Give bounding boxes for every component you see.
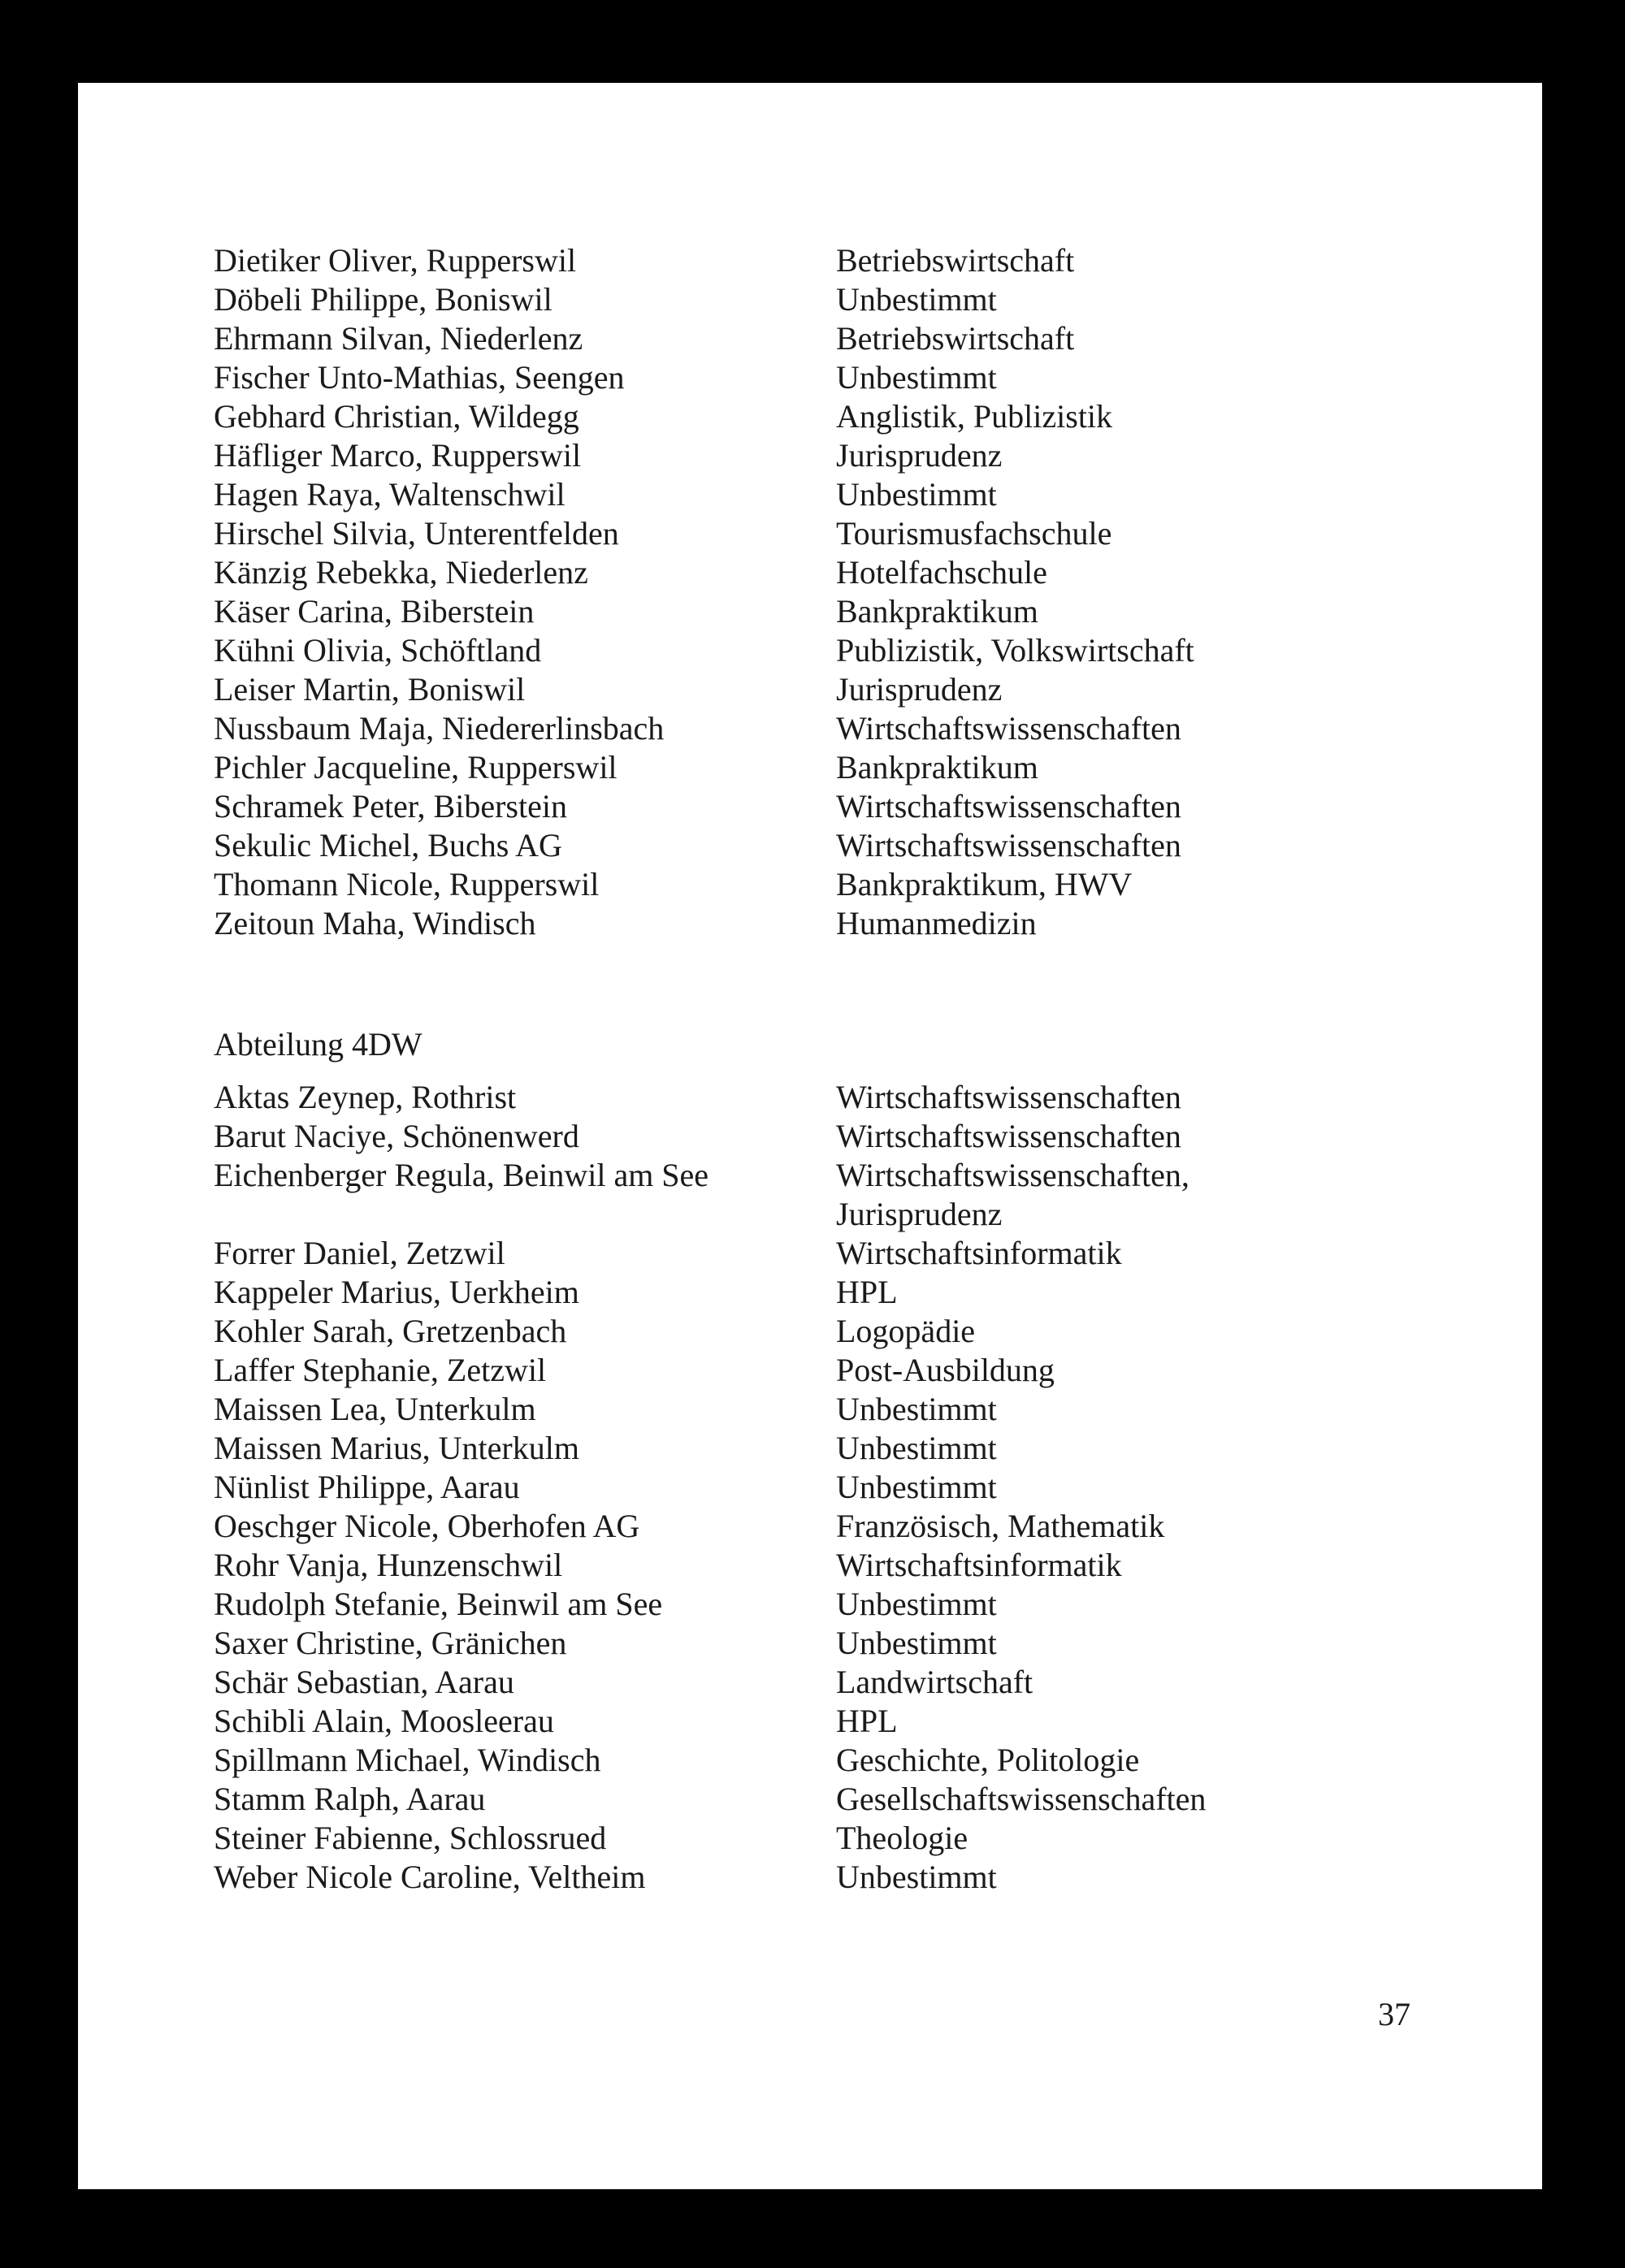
- student-row: [214, 475, 1367, 514]
- student-row: [214, 514, 1367, 553]
- student-subject: Tourismusfachschule: [836, 515, 1112, 552]
- student-row: [214, 1273, 1367, 1312]
- student-name: Rudolph Stefanie, Beinwil am See: [214, 1586, 663, 1622]
- student-name: Stamm Ralph, Aarau: [214, 1781, 486, 1817]
- student-subject: Wirtschaftswissenschaften: [836, 788, 1181, 825]
- student-name: Saxer Christine, Gränichen: [214, 1625, 567, 1661]
- student-subject: Geschichte, Politologie: [836, 1742, 1140, 1778]
- student-subject: Landwirtschaft: [836, 1664, 1034, 1700]
- student-name: Nussbaum Maja, Niedererlinsbach: [214, 710, 665, 747]
- student-row: [214, 1624, 1367, 1663]
- student-subject: Unbestimmt: [836, 476, 997, 513]
- student-row: [214, 1078, 1367, 1117]
- student-name: Leiser Martin, Boniswil: [214, 671, 526, 708]
- student-name: Kühni Olivia, Schöftland: [214, 632, 542, 669]
- student-subject: Jurisprudenz: [836, 437, 1003, 474]
- student-row: [214, 280, 1367, 319]
- student-subject: Unbestimmt: [836, 1625, 997, 1661]
- section-heading: Abteilung 4DW: [214, 1026, 422, 1063]
- student-row: [214, 397, 1367, 436]
- student-subject: Unbestimmt: [836, 1586, 997, 1622]
- student-row: [214, 1117, 1367, 1156]
- student-row: [214, 904, 1367, 943]
- student-row: [214, 1351, 1367, 1390]
- student-row: [214, 1780, 1367, 1819]
- student-subject: Unbestimmt: [836, 359, 997, 396]
- student-subject: Betriebswirtschaft: [836, 320, 1075, 357]
- student-row: [214, 1390, 1367, 1429]
- student-row: [214, 1663, 1367, 1702]
- student-subject: HPL: [836, 1274, 898, 1310]
- student-row: [214, 748, 1367, 787]
- student-row: [214, 358, 1367, 397]
- student-row: [214, 436, 1367, 475]
- student-subject: Wirtschaftswissenschaften: [836, 827, 1181, 863]
- student-subject: Bankpraktikum: [836, 749, 1038, 786]
- student-row: [214, 1819, 1367, 1858]
- student-name: Schramek Peter, Biberstein: [214, 788, 567, 825]
- student-row: [214, 1858, 1367, 1897]
- student-row: [214, 787, 1367, 826]
- page-number: 37: [1378, 1996, 1410, 2032]
- student-name: Eichenberger Regula, Beinwil am See: [214, 1157, 709, 1193]
- student-name: Schibli Alain, Moosleerau: [214, 1703, 554, 1739]
- student-subject: Humanmedizin: [836, 905, 1037, 941]
- student-name: Spillmann Michael, Windisch: [214, 1742, 601, 1778]
- student-subject: Gesellschaftswissenschaften: [836, 1781, 1207, 1817]
- student-row: [214, 1468, 1367, 1507]
- student-row: [214, 631, 1367, 670]
- student-name: Dietiker Oliver, Rupperswil: [214, 242, 577, 279]
- student-name: Nünlist Philippe, Aarau: [214, 1469, 520, 1505]
- student-subject: Betriebswirtschaft: [836, 242, 1075, 279]
- student-list-bottom: [214, 1078, 1367, 1897]
- student-name: Kohler Sarah, Gretzenbach: [214, 1313, 567, 1349]
- student-row: [214, 1507, 1367, 1546]
- student-row: [214, 553, 1367, 592]
- student-subject: Hotelfachschule: [836, 554, 1047, 591]
- student-name: Thomann Nicole, Rupperswil: [214, 866, 600, 902]
- student-name: Schär Sebastian, Aarau: [214, 1664, 514, 1700]
- student-name: Steiner Fabienne, Schlossrued: [214, 1820, 607, 1856]
- student-row: [214, 865, 1367, 904]
- student-subject: Wirtschaftswissenschaften: [836, 710, 1181, 747]
- student-subject: Unbestimmt: [836, 1469, 997, 1505]
- student-name: Maissen Marius, Unterkulm: [214, 1430, 579, 1466]
- student-row: [214, 319, 1367, 358]
- student-name: Pichler Jacqueline, Rupperswil: [214, 749, 618, 786]
- student-subject: Bankpraktikum: [836, 593, 1038, 630]
- student-subject: Unbestimmt: [836, 1859, 997, 1895]
- student-subject: Jurisprudenz: [836, 671, 1003, 708]
- student-row: [214, 709, 1367, 748]
- student-row: [214, 592, 1367, 631]
- student-name: Oeschger Nicole, Oberhofen AG: [214, 1508, 640, 1544]
- student-row: [214, 1429, 1367, 1468]
- student-subject: Unbestimmt: [836, 1391, 997, 1427]
- student-row: [214, 1546, 1367, 1585]
- student-subject: Bankpraktikum, HWV: [836, 866, 1133, 902]
- student-subject: Wirtschaftswissenschaften, Jurisprudenz: [836, 1157, 1190, 1232]
- student-row: [214, 241, 1367, 280]
- student-subject: Anglistik, Publizistik: [836, 398, 1113, 435]
- student-subject: Post-Ausbildung: [836, 1352, 1055, 1388]
- student-name: Sekulic Michel, Buchs AG: [214, 827, 562, 863]
- student-row: [214, 1741, 1367, 1780]
- student-name: Maissen Lea, Unterkulm: [214, 1391, 536, 1427]
- student-name: Aktas Zeynep, Rothrist: [214, 1079, 517, 1115]
- student-row: [214, 1702, 1367, 1741]
- student-name: Fischer Unto-Mathias, Seengen: [214, 359, 625, 396]
- student-name: Rohr Vanja, Hunzenschwil: [214, 1547, 563, 1583]
- student-name: Käser Carina, Biberstein: [214, 593, 535, 630]
- student-name: Gebhard Christian, Wildegg: [214, 398, 579, 435]
- student-name: Ehrmann Silvan, Niederlenz: [214, 320, 583, 357]
- student-name: Barut Naciye, Schönenwerd: [214, 1118, 579, 1154]
- student-subject: HPL: [836, 1703, 898, 1739]
- student-name: Kappeler Marius, Uerkheim: [214, 1274, 579, 1310]
- student-list-top: [214, 241, 1367, 943]
- student-subject: Publizistik, Volkswirtschaft: [836, 632, 1194, 669]
- student-row: [214, 1234, 1367, 1273]
- student-name: Zeitoun Maha, Windisch: [214, 905, 536, 941]
- student-row: [214, 1585, 1367, 1624]
- student-name: Häfliger Marco, Rupperswil: [214, 437, 582, 474]
- student-name: Forrer Daniel, Zetzwil: [214, 1235, 505, 1271]
- student-subject: Wirtschaftsinformatik: [836, 1547, 1122, 1583]
- student-name: Döbeli Philippe, Boniswil: [214, 281, 552, 318]
- student-name: Känzig Rebekka, Niederlenz: [214, 554, 588, 591]
- student-name: Hirschel Silvia, Unterentfelden: [214, 515, 619, 552]
- student-name: Laffer Stephanie, Zetzwil: [214, 1352, 547, 1388]
- student-subject: Unbestimmt: [836, 281, 997, 318]
- student-row: [214, 670, 1367, 709]
- student-subject: Wirtschaftsinformatik: [836, 1235, 1122, 1271]
- student-name: Weber Nicole Caroline, Veltheim: [214, 1859, 646, 1895]
- student-subject: Theologie: [836, 1820, 968, 1856]
- student-subject: Französisch, Mathematik: [836, 1508, 1165, 1544]
- student-subject: Unbestimmt: [836, 1430, 997, 1466]
- student-row: [214, 1156, 1367, 1234]
- student-subject: Logopädie: [836, 1313, 976, 1349]
- student-name: Hagen Raya, Waltenschwil: [214, 476, 566, 513]
- student-subject: Wirtschaftswissenschaften: [836, 1118, 1181, 1154]
- document-page: [78, 83, 1542, 2189]
- student-row: [214, 826, 1367, 865]
- student-subject: Wirtschaftswissenschaften: [836, 1079, 1181, 1115]
- student-row: [214, 1312, 1367, 1351]
